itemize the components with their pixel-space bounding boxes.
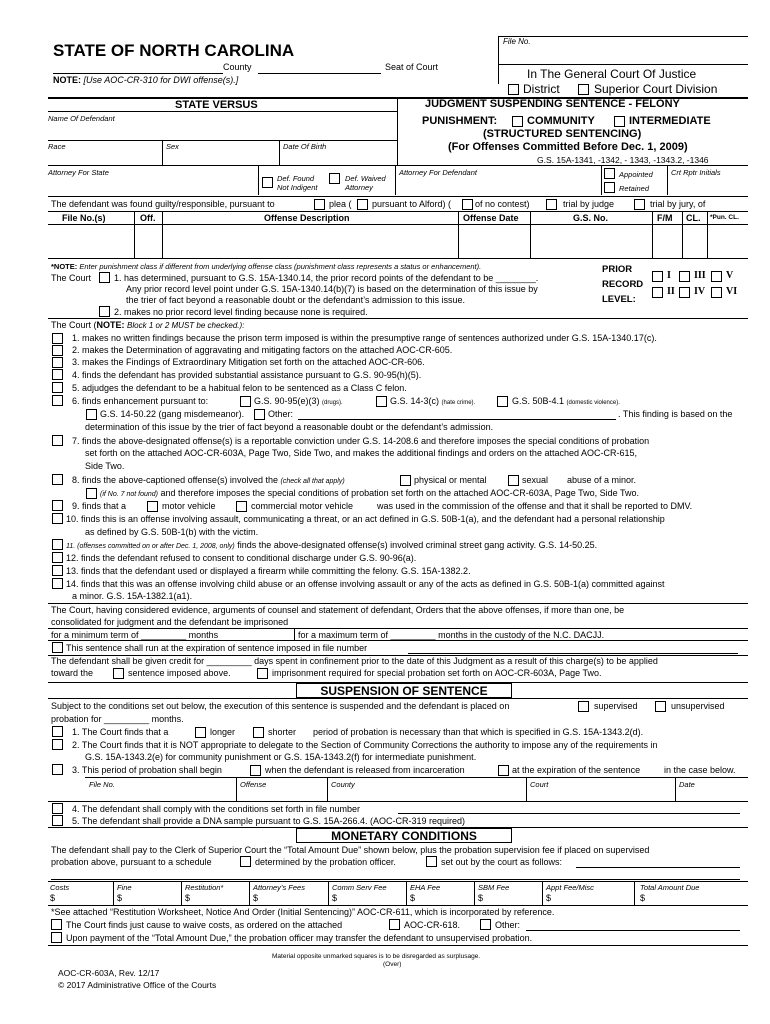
court-title: In The General Court Of Justice [527, 67, 697, 81]
prior-item1a: 1. has determined, pursuant to G.S. 15A-1340.14, the prior record points of the defendant to be ________. [114, 273, 539, 283]
state-title: STATE OF NORTH CAROLINA [53, 41, 295, 60]
level-label: LEVEL: [602, 294, 636, 305]
level-iii: III [694, 270, 706, 281]
f8-physical-checkbox[interactable] [400, 475, 411, 486]
tbl-vert-682 [682, 211, 683, 258]
waive-costs: The Court finds just cause to waive costs, as ordered on the attached [66, 920, 343, 930]
crt-rptr-label: Crt Rptr Initials [671, 168, 721, 177]
plea-label: plea ( [329, 199, 352, 209]
f6-other-line[interactable] [298, 419, 616, 420]
susp-4: 4. The defendant shall comply with the conditions set forth in file number [72, 804, 360, 814]
money-col-comm-serv: Comm Serv Fee [332, 883, 387, 892]
court-1-label: The Court [51, 273, 92, 283]
prior-item1b: Any prior record level point under G.S. 15A-1340.14(b)(7) is based on the determination of this issue by [126, 284, 538, 294]
f8-physical: physical or mental [414, 475, 487, 485]
suspension-l2: probation for _________ months. [51, 714, 184, 724]
seat-label: Seat of Court [385, 62, 439, 72]
finding-7b: set forth on the attached AOC-CR-603A, Page Two, Side Two, and makes the additional findings and orders on the attached AOC-CR-615, [85, 448, 637, 458]
tbl-vert-707 [707, 211, 708, 258]
intro-rest: Block 1 or 2 MUST be checked.): [127, 321, 245, 330]
susp-col-court: Court [530, 780, 549, 789]
level-iv: IV [694, 286, 706, 297]
level-v: V [726, 270, 734, 281]
susp-col-file: File No. [89, 780, 115, 789]
note-text: [Use AOC-CR-310 for DWI offense(s).] [83, 75, 239, 85]
prior-item2-checkbox[interactable] [99, 306, 110, 317]
level-ii-checkbox[interactable] [652, 287, 663, 298]
shorter-label: shorter [268, 727, 297, 737]
tbl-vert-530 [530, 211, 531, 258]
susp-5-checkbox[interactable] [52, 815, 63, 826]
finding-14b: a minor. G.S. 15A-1382.1(a1). [72, 591, 193, 601]
vert-397 [397, 97, 398, 165]
f6-drugs-checkbox[interactable] [240, 396, 251, 407]
name-label: Name Of Defendant [48, 114, 115, 123]
f11-text: finds the above-designated offense(s) involved criminal street gang activity. G.S. 14-50.25. [237, 540, 598, 550]
money-col-eha: EHA Fee [410, 883, 441, 892]
finding-11 [66, 540, 597, 552]
trial-jury-label: trial by jury, of [650, 199, 706, 209]
aoc-618: AOC-CR-618. [404, 920, 461, 930]
vert-294 [294, 628, 295, 640]
over-note: (Over) [383, 961, 402, 968]
f6-dv-label: G.S. 50B-4.1 [512, 396, 565, 406]
def-found-l2: Not Indigent [277, 183, 318, 192]
supervised-checkbox[interactable] [578, 701, 589, 712]
toward-text: toward the [51, 668, 94, 678]
dob-label: Date Of Birth [283, 142, 327, 151]
sentence-imposed-checkbox[interactable] [113, 668, 124, 679]
dollar-costs: $ [50, 893, 56, 903]
schedule-line-2[interactable] [51, 879, 740, 880]
susp-2b: G.S. 15A-1343.2(e) for community punishment or G.S. 15A-1343.2(f) for intermediate punishment. [85, 752, 477, 762]
file-expiration: This sentence shall run at the expiration of sentence imposed in file number [66, 643, 368, 653]
monetary-l2a: probation above, pursuant to a schedule [51, 857, 212, 867]
susp-col-offense: Offense [240, 780, 267, 789]
level-i: I [667, 270, 671, 281]
dollar-eha: $ [410, 893, 416, 903]
level-iv-checkbox[interactable] [679, 287, 690, 298]
district-label: District [523, 82, 560, 96]
rule-945 [48, 945, 748, 946]
other-money-checkbox[interactable] [480, 919, 491, 930]
file-expiration-checkbox[interactable] [52, 642, 63, 653]
rule-258 [48, 258, 748, 259]
punishment-label: PUNISHMENT: [422, 115, 498, 127]
rule-881 [48, 881, 748, 882]
finding-8b [100, 488, 639, 500]
min-term: for a minimum term of _________ months [51, 630, 219, 640]
level-vi-checkbox[interactable] [711, 287, 722, 298]
dollar-comm-serv: $ [332, 893, 338, 903]
tbl-vert-458 [458, 211, 459, 258]
susp-1b: period of probation is necessary than that which is specified in G.S. 15A-1343.2(d). [313, 727, 644, 737]
file-expiration-line[interactable] [408, 653, 738, 654]
finding-12: 12. finds the defendant refused to consent to conditional discharge under G.S. 90-96(a). [66, 553, 417, 563]
susp-3-checkbox[interactable] [52, 764, 63, 775]
prior-label: PRIOR [602, 264, 633, 275]
rule-801 [48, 801, 748, 802]
finding-14a: 14. finds that this was an offense involving child abuse or an offense involving assault or any of the acts as defined in G.S. 50B-1(a) committed against [66, 579, 665, 589]
schedule-line-1[interactable] [576, 867, 740, 868]
trial-jury-checkbox[interactable] [634, 199, 645, 210]
pun-note-bold: *NOTE: [51, 262, 78, 271]
f8b-text: and therefore imposes the special conditions of probation set forth on the attached AOC-CR-603A, Page Two, Side Two. [160, 488, 639, 498]
county-label: County [223, 62, 252, 72]
trial-judge-checkbox[interactable] [546, 199, 557, 210]
money-col-costs: Costs [50, 883, 70, 892]
monetary-title: MONETARY CONDITIONS [331, 829, 477, 843]
imprison-l1: The Court, having considered evidence, arguments of counsel and statement of defendant, Orders that the above offenses, if more than one, be [51, 605, 625, 615]
race-label: Race [48, 142, 66, 151]
susp-4-checkbox[interactable] [52, 803, 63, 814]
money-vert-181 [181, 881, 182, 905]
finding-2: 2. makes the Determination of aggravating and mitigating factors on the attached AOC-CR-605. [72, 345, 453, 355]
shorter-checkbox[interactable] [253, 727, 264, 738]
dollar-sbm: $ [478, 893, 484, 903]
finding-11-checkbox[interactable] [52, 539, 63, 550]
col-pun-cl: *Pun. CL. [710, 214, 739, 221]
money-vert-328 [328, 881, 329, 905]
structured-label: (STRUCTURED SENTENCING) [483, 128, 642, 140]
finding-12-checkbox[interactable] [52, 552, 63, 563]
upon-payment-checkbox[interactable] [51, 932, 62, 943]
finding-13-checkbox[interactable] [52, 565, 63, 576]
no-contest-checkbox[interactable] [462, 199, 473, 210]
supervised-label: supervised [594, 701, 638, 711]
rule-111 [48, 111, 397, 112]
copyright: © 2017 Administrative Office of the Courts [58, 980, 217, 990]
money-col-attorney: Attorney’s Fees [253, 883, 305, 892]
susp-3a: 3. This period of probation shall begin [72, 765, 222, 775]
suspension-title: SUSPENSION OF SENTENCE [320, 684, 488, 698]
f8-check-note: (check all that apply) [280, 478, 345, 485]
f6-other: Other: [268, 409, 294, 419]
superior-checkbox[interactable] [578, 84, 589, 95]
file-no-label: File No. [503, 37, 531, 46]
f6-other-checkbox[interactable] [254, 409, 265, 420]
finding-2-checkbox[interactable] [52, 345, 63, 356]
f8-sexual: sexual [522, 475, 549, 485]
finding-13: 13. finds that the defendant used or displayed a firearm while committing the felony. G.S. 15A-1382.2. [66, 566, 471, 576]
def-waived-l2: Attorney [345, 183, 373, 192]
monetary-l2c: set out by the court as follows: [441, 857, 563, 867]
susp-2-checkbox[interactable] [52, 739, 63, 750]
vert-601 [601, 165, 602, 195]
susp-2a: 2. The Court finds that it is NOT appropriate to delegate to the Section of Community Corrections the authority to impose any of the requirements in [72, 740, 658, 750]
rule-318 [48, 318, 748, 319]
f6-hate-label: G.S. 14-3(c) [390, 396, 440, 406]
file-no-bottom-rule [498, 64, 748, 65]
f6-hate-checkbox[interactable] [376, 396, 387, 407]
def-waived-checkbox[interactable] [329, 173, 340, 184]
vert-162 [162, 140, 163, 165]
superior-label: Superior Court Division [594, 82, 718, 96]
community-label: COMMUNITY [527, 115, 595, 127]
level-v-checkbox[interactable] [711, 271, 722, 282]
vert-279 [279, 140, 280, 165]
susp-col-county: County [331, 780, 355, 789]
finding-3: 3. makes the Findings of Extraordinary Mitigation set forth on the attached AOC-CR-606. [72, 357, 425, 367]
upon-payment: Upon payment of the “Total Amount Due,” the probation officer may transfer the defendant to unsupervised probation. [66, 933, 533, 943]
money-col-restitution: Restitution* [185, 883, 224, 892]
max-term: for a maximum term of _________ months in the custody of the N.C. DACJJ. [298, 630, 605, 640]
f6-drugs-label: G.S. 90-95(e)(3) [254, 396, 320, 406]
unsupervised-checkbox[interactable] [655, 701, 666, 712]
f6-dv-checkbox[interactable] [497, 396, 508, 407]
seat-line[interactable] [258, 73, 381, 74]
expiration-checkbox[interactable] [498, 765, 509, 776]
findings-intro [51, 320, 244, 331]
col-gs-no: G.S. No. [573, 213, 609, 223]
record-label: RECORD [602, 279, 644, 290]
susp-col-date: Date [679, 780, 695, 789]
finding-3-checkbox[interactable] [52, 357, 63, 368]
appointed-label: Appointed [619, 170, 653, 179]
finding-14-checkbox[interactable] [52, 578, 63, 589]
f6-drugs [254, 396, 343, 409]
intro-note: NOTE: [96, 320, 125, 330]
credit-text: The defendant shall be given credit for _________ days spent in confinement prior to the date of this Judgment as a result of this charge(s) to be applied [51, 656, 658, 666]
f9-rest: was used in the commission of the offense and that it shall be reported to DMV. [377, 501, 693, 511]
trial-judge-label: trial by judge [563, 199, 615, 209]
prior-item1c: the trier of fact beyond a reasonable doubt or the defendant’s admission to this issue. [126, 295, 466, 305]
finding-9-checkbox[interactable] [52, 500, 63, 511]
f9-cmv: commercial motor vehicle [251, 501, 354, 511]
f6-based: . This finding is based on the [618, 409, 733, 419]
suspension-l1: Subject to the conditions set out below, the execution of this sentence is suspended and the defendant is placed on [51, 701, 510, 711]
vert-667 [667, 165, 668, 195]
rule-211 [48, 211, 748, 212]
dollar-restitution: $ [185, 893, 191, 903]
f6-gang: G.S. 14-50.22 (gang misdemeanor). [100, 409, 245, 419]
dollar-fine: $ [117, 893, 123, 903]
rule-224 [48, 224, 748, 225]
def-found-l1: Def. Found [277, 174, 315, 183]
state-versus: STATE VERSUS [175, 99, 258, 111]
f9-mv-checkbox[interactable] [147, 501, 158, 512]
dwi-note [53, 75, 238, 86]
f8b-checkbox[interactable] [86, 488, 97, 499]
finding-7c: Side Two. [85, 461, 125, 471]
rule-196 [48, 196, 748, 197]
susp-1-checkbox[interactable] [52, 726, 63, 737]
col-cl: CL. [686, 213, 701, 223]
surplusage-note: Material opposite unmarked squares is to be disregarded as surplusage. [272, 953, 481, 960]
col-offense-date: Offense Date [463, 213, 519, 223]
rule-628 [48, 628, 748, 629]
def-found-checkbox[interactable] [262, 177, 273, 188]
f9-cmv-checkbox[interactable] [236, 501, 247, 512]
offenses-before: (For Offenses Committed Before Dec. 1, 2009) [448, 141, 688, 153]
money-col-fine: Fine [117, 883, 132, 892]
form-number: AOC-CR-603A, Rev. 12/17 [58, 968, 160, 978]
special-probation-checkbox[interactable] [257, 668, 268, 679]
found-text: The defendant was found guilty/responsible, pursuant to [51, 199, 275, 209]
rule-603 [48, 603, 748, 604]
f6-hate-note: (hate crime). [441, 400, 476, 406]
money-col-sbm: SBM Fee [478, 883, 510, 892]
rule-698 [48, 698, 748, 699]
waive-costs-checkbox[interactable] [51, 919, 62, 930]
pun-note-text: Enter punishment class if different from underlying offense class (punishment class represents a status or enhancement). [79, 262, 482, 271]
f8-text: 8. finds the above-captioned offense(s) involved the [72, 475, 278, 485]
finding-6a: 6. finds enhancement pursuant to: [72, 396, 209, 406]
money-col-appt: Appt Fee/Misc [546, 883, 594, 892]
money-vert-542 [542, 881, 543, 905]
special-probation: imprisonment required for special probation set forth on AOC-CR-603A, Page Two. [272, 668, 602, 678]
money-vert-406 [406, 881, 407, 905]
susp-vert-675 [675, 777, 676, 801]
atty-def-label: Attorney For Defendant [399, 168, 477, 177]
alford-label: pursuant to Alford) ( [372, 199, 452, 209]
level-ii: II [667, 286, 675, 297]
community-checkbox[interactable] [512, 116, 523, 127]
f6-dv-note: (domestic violence). [566, 400, 620, 406]
finding-6c: determination of this issue by the trier of fact beyond a reasonable doubt or the defendant’s admission. [85, 422, 494, 432]
released-checkbox[interactable] [250, 765, 261, 776]
other-money-line[interactable] [526, 930, 740, 931]
susp-vert-526 [526, 777, 527, 801]
dollar-appt: $ [546, 893, 552, 903]
finding-1-checkbox[interactable] [52, 333, 63, 344]
tbl-vert-162 [162, 211, 163, 258]
retained-label: Retained [619, 184, 650, 193]
col-off: Off. [140, 213, 156, 223]
col-file-no: File No.(s) [62, 213, 106, 223]
retained-checkbox[interactable] [604, 182, 615, 193]
level-vi: VI [726, 286, 738, 297]
aoc-618-checkbox[interactable] [389, 919, 400, 930]
other-money: Other: [495, 920, 521, 930]
monetary-l2b: determined by the probation officer. [255, 857, 396, 867]
finding-5: 5. adjudges the defendant to be a habitual felon to be sentenced as a Class C felon. [72, 383, 407, 393]
prior-item1-checkbox[interactable] [99, 272, 110, 283]
finding-4-checkbox[interactable] [52, 369, 63, 380]
money-vert-474 [474, 881, 475, 905]
rule-140 [48, 140, 397, 141]
finding-7a: 7. finds the above-designated offense(s) is a reportable conviction under G.S. 14-208.6 and therefore imposes the special conditions of probation [72, 436, 650, 446]
f11-note: 11. (offenses committed on or after Dec. 1, 2008, only) [66, 543, 235, 550]
susp-3d: in the case below. [664, 765, 736, 775]
longer-checkbox[interactable] [195, 727, 206, 738]
vert-258 [258, 165, 259, 195]
col-fm: F/M [657, 213, 673, 223]
schedule-court-checkbox[interactable] [426, 856, 437, 867]
appointed-checkbox[interactable] [604, 168, 615, 179]
sentence-imposed: sentence imposed above. [128, 668, 231, 678]
level-iii-checkbox[interactable] [679, 271, 690, 282]
f6-drugs-note: (drugs). [322, 400, 343, 406]
intermediate-label: INTERMEDIATE [629, 115, 711, 127]
susp-vert-236 [236, 777, 237, 801]
monetary-l1: The defendant shall pay to the Clerk of Superior Court the “Total Amount Due” shown below, plus the probation supervision fee if placed on supervised [51, 845, 650, 855]
imprison-l2: consolidated for judgment and the defendant be imprisoned [51, 617, 289, 627]
finding-4: 4. finds the defendant has provided substantial assistance pursuant to G.S. 90-95(h)(5). [72, 370, 422, 380]
district-checkbox[interactable] [508, 84, 519, 95]
finding-10b: as defined by G.S. 50B-1(b) with the victim. [85, 527, 259, 537]
f8b-note: (if No. 7 not found) [100, 491, 158, 498]
unsupervised-label: unsupervised [671, 701, 725, 711]
note-bold: NOTE: [53, 75, 81, 85]
col-offense-desc: Offense Description [264, 213, 350, 223]
finding-7-checkbox[interactable] [52, 435, 63, 446]
f6-hate [390, 396, 475, 409]
susp-vert-327 [327, 777, 328, 801]
county-line[interactable] [53, 73, 223, 74]
f8-sexual-checkbox[interactable] [508, 475, 519, 486]
susp-1a: 1. The Court finds that a [72, 727, 169, 737]
intermediate-checkbox[interactable] [614, 116, 625, 127]
susp-5: 5. The defendant shall provide a DNA sample pursuant to G.S. 15A-266.4. (AOC-CR-319 required) [72, 816, 466, 826]
finding-10a: 10. finds this is an offense involving assault, communicating a threat, or an act defined in G.S. 50B-1(a), and the defendant had a personal relationship [66, 514, 665, 524]
finding-10-checkbox[interactable] [52, 513, 63, 524]
gs-citations: G.S. 15A-1341, -1342, - 1343, -1343.2, -1346 [537, 155, 709, 165]
level-i-checkbox[interactable] [652, 271, 663, 282]
restitution-note: *See attached “Restitution Worksheet, Notice And Order (Initial Sentencing)” AOC-CR-611, which is incorporated by reference. [51, 907, 555, 917]
rule-165 [48, 165, 748, 166]
dollar-attorney: $ [253, 893, 259, 903]
money-col-total: Total Amount Due [640, 883, 700, 892]
finding-9a: 9. finds that a [72, 501, 127, 511]
susp-3b: when the defendant is released from incarceration [265, 765, 465, 775]
file-no-side-rule [498, 36, 499, 84]
tbl-vert-134 [134, 211, 135, 258]
dollar-total: $ [640, 893, 646, 903]
no-contest-label: of no contest) [475, 199, 530, 209]
f8-abuse: abuse of a minor. [567, 475, 637, 485]
tbl-vert-652 [652, 211, 653, 258]
money-vert-634 [634, 881, 635, 905]
intro-court: The Court ( [51, 320, 97, 330]
finding-8a [72, 475, 345, 487]
prior-item2: 2. makes no prior record level finding because none is required. [114, 307, 368, 317]
sex-label: Sex [166, 142, 179, 151]
atty-state-label: Attorney For State [48, 168, 109, 177]
judgment-title: JUDGMENT SUSPENDING SENTENCE - FELONY [425, 98, 680, 110]
pun-note [51, 262, 481, 271]
susp-4-line[interactable] [398, 813, 740, 814]
finding-8-checkbox[interactable] [52, 474, 63, 485]
money-vert-249 [249, 881, 250, 905]
vert-395 [395, 165, 396, 195]
rule-777 [85, 777, 748, 778]
money-vert-113 [113, 881, 114, 905]
f6-gang-checkbox[interactable] [86, 409, 97, 420]
plea-checkbox[interactable] [314, 199, 325, 210]
f9-mv: motor vehicle [162, 501, 216, 511]
finding-5-checkbox[interactable] [52, 382, 63, 393]
alford-checkbox[interactable] [357, 199, 368, 210]
rule-905 [48, 905, 748, 906]
longer-label: longer [210, 727, 236, 737]
rule-640 [48, 640, 748, 641]
susp-3c: at the expiration of the sentence [512, 765, 641, 775]
file-no-top-rule [498, 36, 748, 37]
schedule-po-checkbox[interactable] [240, 856, 251, 867]
finding-1: 1. makes no written findings because the prison term imposed is within the presumptive range of sentences authorized under G.S. 15A-1340.17(c). [72, 333, 657, 343]
f6-dv [512, 396, 620, 409]
finding-6-checkbox[interactable] [52, 395, 63, 406]
def-waived-l1: Def. Waived [345, 174, 386, 183]
